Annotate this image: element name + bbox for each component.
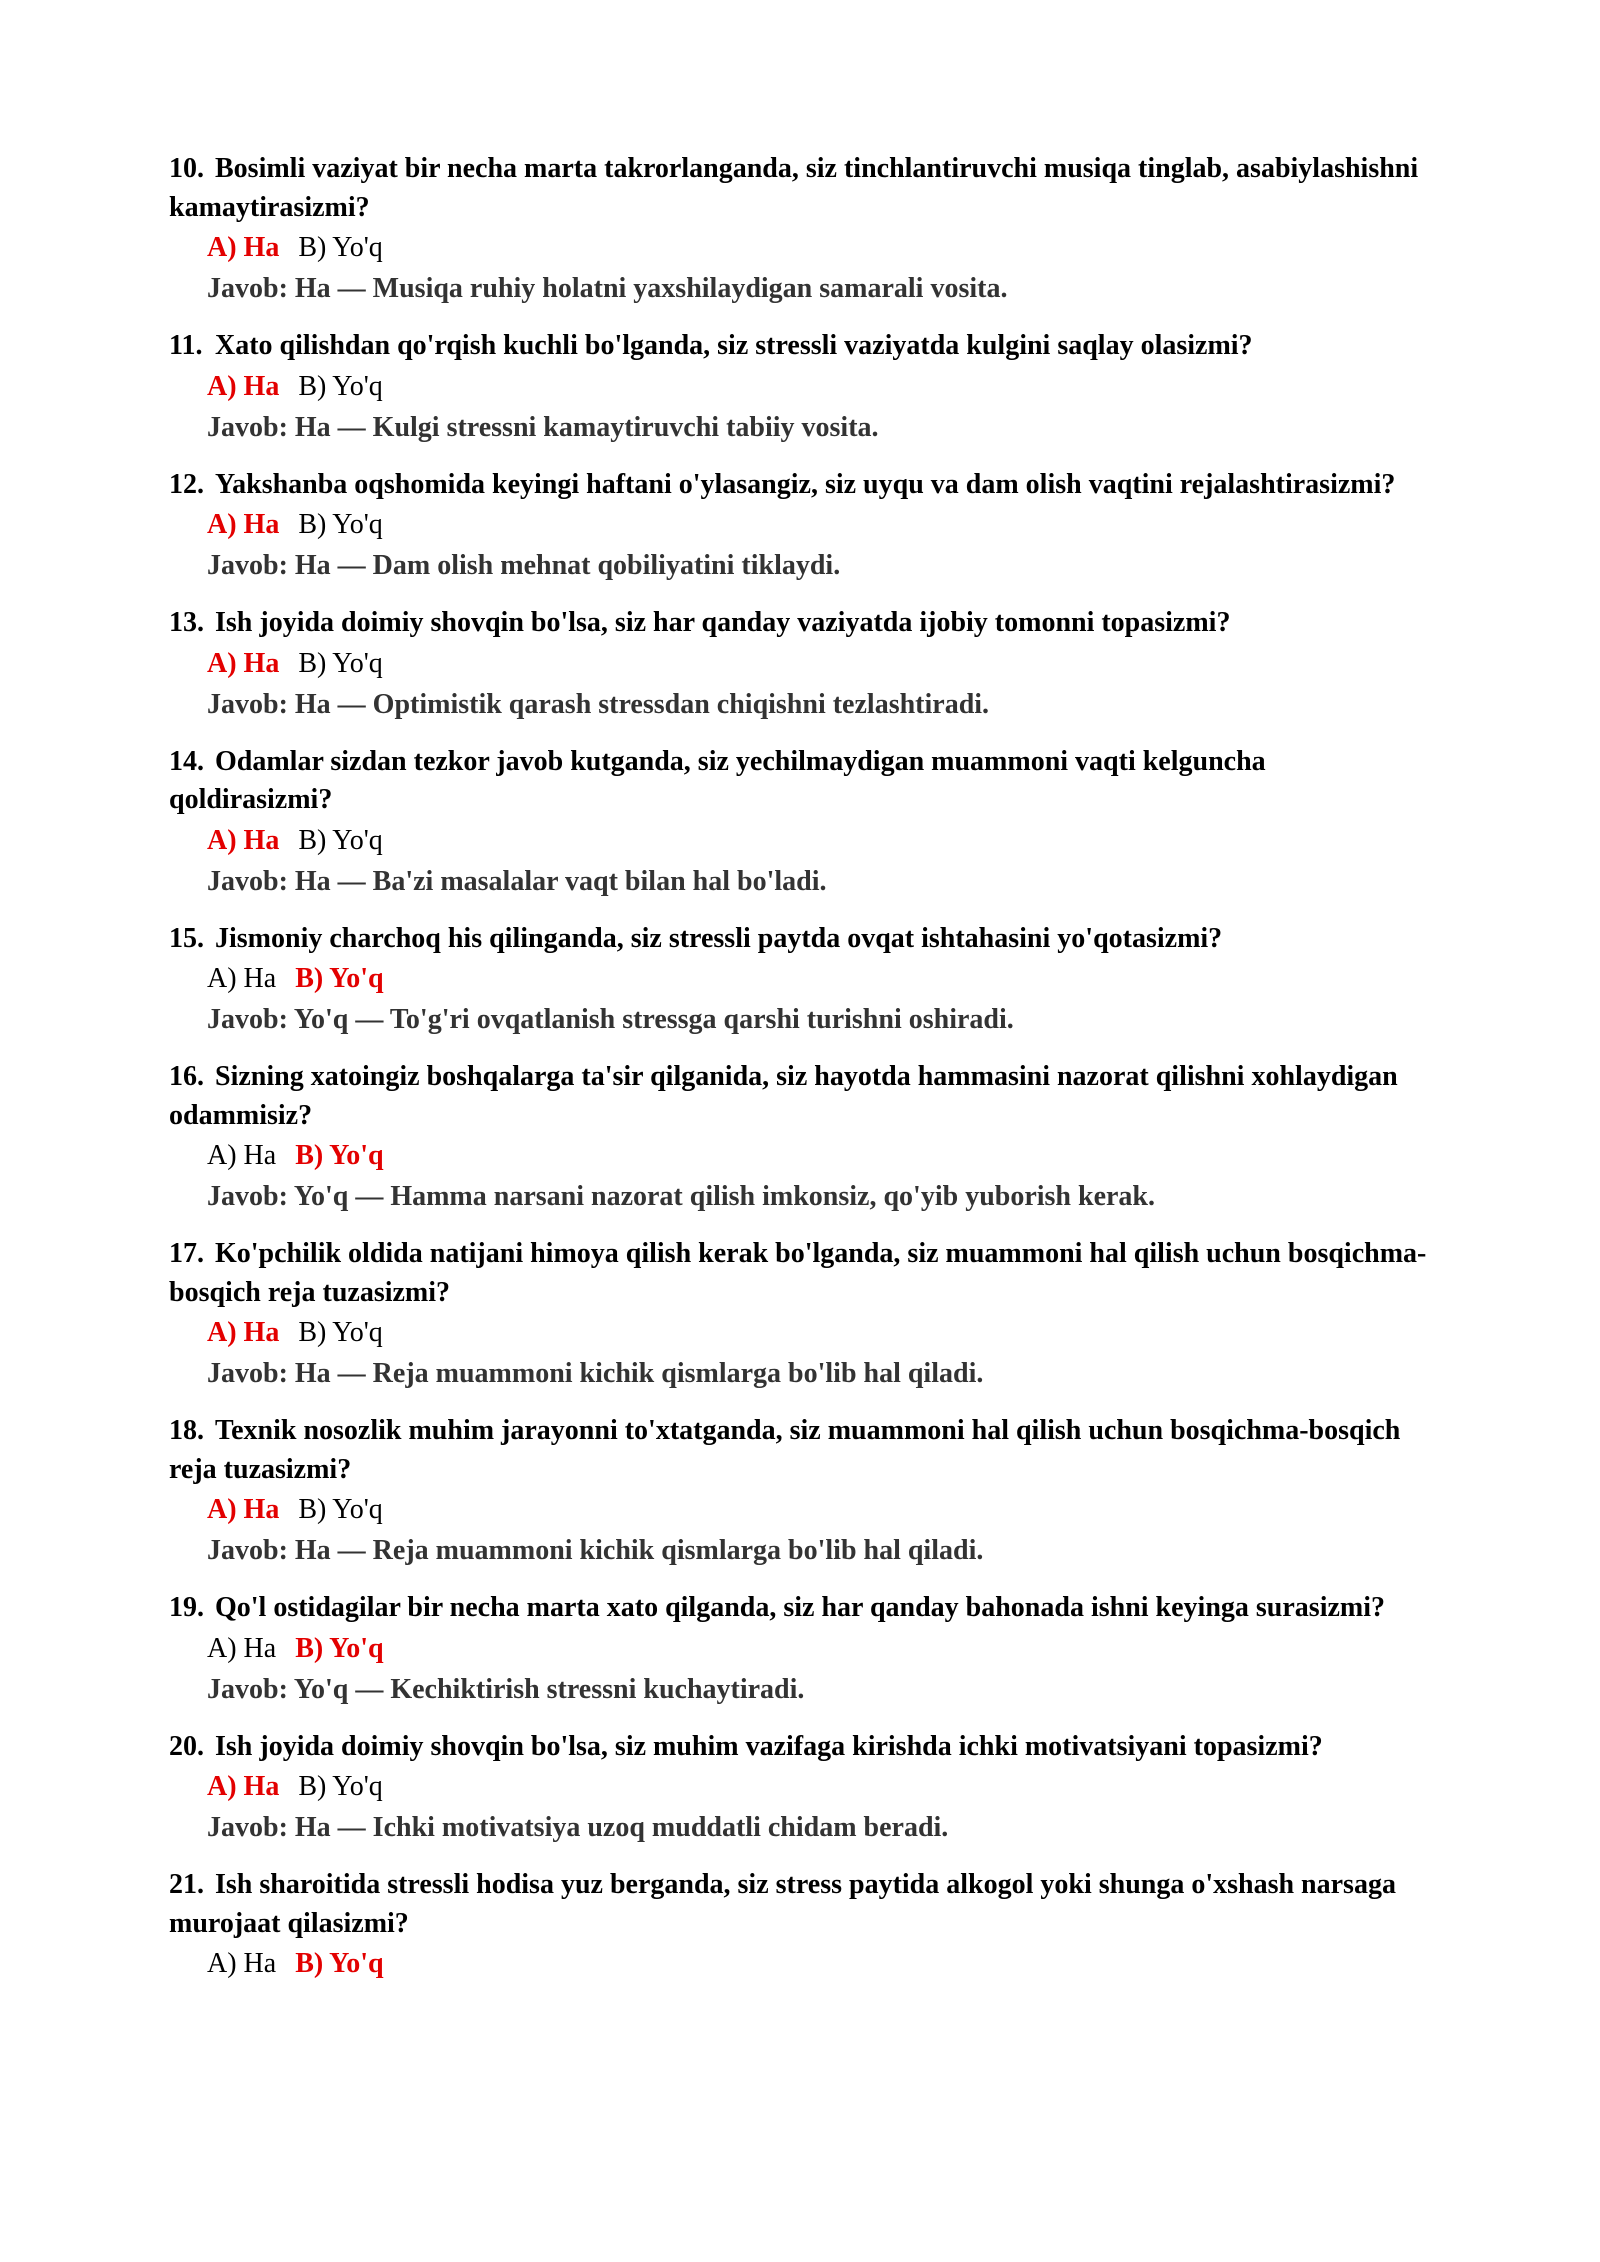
answer-options — [169, 227, 1431, 268]
answer-options — [169, 958, 1431, 999]
answer-explanation: Javob: Ha — Kulgi stressni kamaytiruvchi tabiiy vosita. — [207, 411, 879, 443]
option-b: B) Yo'q — [298, 1771, 383, 1802]
question-number: 15. — [169, 922, 204, 954]
question-number: 20. — [169, 1730, 204, 1762]
question-number: 14. — [169, 745, 204, 777]
question-text: 21. Ish sharoitida stressli hodisa yuz berganda, siz stress paytida alkogol yoki shunga o'xshash narsaga murojaat qilasizmi? — [169, 1866, 1431, 1943]
option-b: B) Yo'q — [295, 1632, 384, 1664]
question-item — [169, 1412, 1431, 1571]
option-b: B) Yo'q — [298, 824, 383, 856]
option-a: A) Ha — [207, 1140, 277, 1171]
question-number: 17. — [169, 1238, 204, 1269]
answer-explanation: Javob: Yo'q — Kechiktirish stressni kuchaytiradi. — [207, 1673, 805, 1705]
option-b: B) Yo'q — [298, 1494, 383, 1525]
question-text: 16. Sizning xatoingiz boshqalarga ta'sir qilganida, siz hayotda hammasini nazorat qilishni xohlaydigan odammisiz? — [169, 1058, 1431, 1135]
answer-options — [169, 820, 1431, 861]
answer-explanation: Javob: Yo'q — Hamma narsani nazorat qilish imkonsiz, qo'yib yuborish kerak. — [207, 1181, 1156, 1212]
option-a: A) Ha — [207, 509, 280, 540]
answer-options — [169, 504, 1431, 545]
option-a: A) Ha — [207, 1632, 277, 1664]
question-item — [169, 1058, 1431, 1217]
option-a: A) Ha — [207, 963, 277, 994]
answer-explanation: Javob: Yo'q — To'g'ri ovqatlanish stressga qarshi turishni oshiradi. — [207, 1004, 1014, 1035]
question-text: 12. Yakshanba oqshomida keyingi haftani o'ylasangiz, siz uyqu va dam olish vaqtini rejalashtirasizmi? — [169, 466, 1431, 505]
question-number: 10. — [169, 153, 204, 184]
answer-explanation: Javob: Ha — Reja muammoni kichik qismlarga bo'lib hal qiladi. — [207, 1535, 984, 1566]
answer-options — [169, 1489, 1431, 1530]
option-b: B) Yo'q — [298, 509, 383, 540]
answer-options — [169, 1628, 1431, 1669]
option-b: B) Yo'q — [295, 1948, 384, 1979]
question-item — [169, 1589, 1431, 1710]
question-item — [169, 1235, 1431, 1394]
answer-explanation: Javob: Ha — Dam olish mehnat qobiliyatini tiklaydi. — [207, 550, 841, 581]
option-b: B) Yo'q — [298, 1317, 383, 1348]
question-text: 14. Odamlar sizdan tezkor javob kutganda, siz yechilmaydigan muammoni vaqti kelguncha qoldirasizmi? — [169, 743, 1431, 820]
question-text: 17. Ko'pchilik oldida natijani himoya qilish kerak bo'lganda, siz muammoni hal qilish uchun bosqichma-bosqich reja tuzasizmi? — [169, 1235, 1431, 1312]
question-text: 15. Jismoniy charchoq his qilinganda, siz stressli paytda ovqat ishtahasini yo'qotasizmi? — [169, 920, 1431, 959]
question-item — [169, 1866, 1431, 1984]
question-item — [169, 150, 1431, 309]
answer-options — [169, 1766, 1431, 1807]
question-number: 13. — [169, 607, 204, 638]
answer-explanation: Javob: Ha — Ichki motivatsiya uzoq muddatli chidam beradi. — [207, 1812, 949, 1843]
question-number: 12. — [169, 468, 204, 500]
question-item — [169, 466, 1431, 587]
option-a: A) Ha — [207, 1771, 280, 1802]
answer-explanation: Javob: Ha — Optimistik qarash stressdan chiqishni tezlashtiradi. — [207, 688, 990, 720]
option-a: A) Ha — [207, 1948, 277, 1979]
option-a: A) Ha — [207, 232, 280, 263]
answer-options — [169, 1943, 1431, 1984]
question-text: 11. Xato qilishdan qo'rqish kuchli bo'lganda, siz stressli vaziyatda kulgini saqlay olasizmi? — [169, 327, 1431, 366]
question-text: 18. Texnik nosozlik muhim jarayonni to'xtatganda, siz muammoni hal qilish uchun bosqichma-bosqich reja tuzasizmi? — [169, 1412, 1431, 1489]
answer-options — [169, 1135, 1431, 1176]
question-item — [169, 743, 1431, 902]
option-a: A) Ha — [207, 824, 280, 856]
option-a: A) Ha — [207, 1317, 280, 1348]
option-b: B) Yo'q — [295, 1140, 384, 1171]
answer-options — [169, 366, 1431, 407]
answer-explanation: Javob: Ha — Musiqa ruhiy holatni yaxshilaydigan samarali vosita. — [207, 273, 1008, 304]
question-item — [169, 1728, 1431, 1849]
option-a: A) Ha — [207, 647, 280, 679]
option-b: B) Yo'q — [298, 232, 383, 263]
question-text: 19. Qo'l ostidagilar bir necha marta xato qilganda, siz har qanday bahonada ishni keyinga surasizmi? — [169, 1589, 1431, 1628]
option-b: B) Yo'q — [298, 370, 383, 402]
option-b: B) Yo'q — [295, 963, 384, 994]
question-number: 19. — [169, 1592, 204, 1623]
option-a: A) Ha — [207, 1494, 280, 1525]
answer-options — [169, 1312, 1431, 1353]
question-number: 21. — [169, 1869, 204, 1900]
question-item — [169, 920, 1431, 1041]
question-list — [169, 150, 1431, 2002]
question-number: 11. — [169, 330, 203, 361]
question-text: 20. Ish joyida doimiy shovqin bo'lsa, siz muhim vazifaga kirishda ichki motivatsiyani topasizmi? — [169, 1728, 1431, 1767]
question-item — [169, 604, 1431, 725]
answer-options — [169, 643, 1431, 684]
answer-explanation: Javob: Ha — Reja muammoni kichik qismlarga bo'lib hal qiladi. — [207, 1358, 984, 1389]
answer-explanation: Javob: Ha — Ba'zi masalalar vaqt bilan hal bo'ladi. — [207, 865, 827, 897]
question-text: 13. Ish joyida doimiy shovqin bo'lsa, siz har qanday vaziyatda ijobiy tomonni topasizmi? — [169, 604, 1431, 643]
question-number: 16. — [169, 1061, 204, 1092]
option-a: A) Ha — [207, 370, 280, 402]
question-item — [169, 327, 1431, 448]
question-number: 18. — [169, 1415, 204, 1446]
option-b: B) Yo'q — [298, 647, 383, 679]
question-text: 10. Bosimli vaziyat bir necha marta takrorlanganda, siz tinchlantiruvchi musiqa tinglab, asabiylashishni kamaytirasizmi? — [169, 150, 1431, 227]
